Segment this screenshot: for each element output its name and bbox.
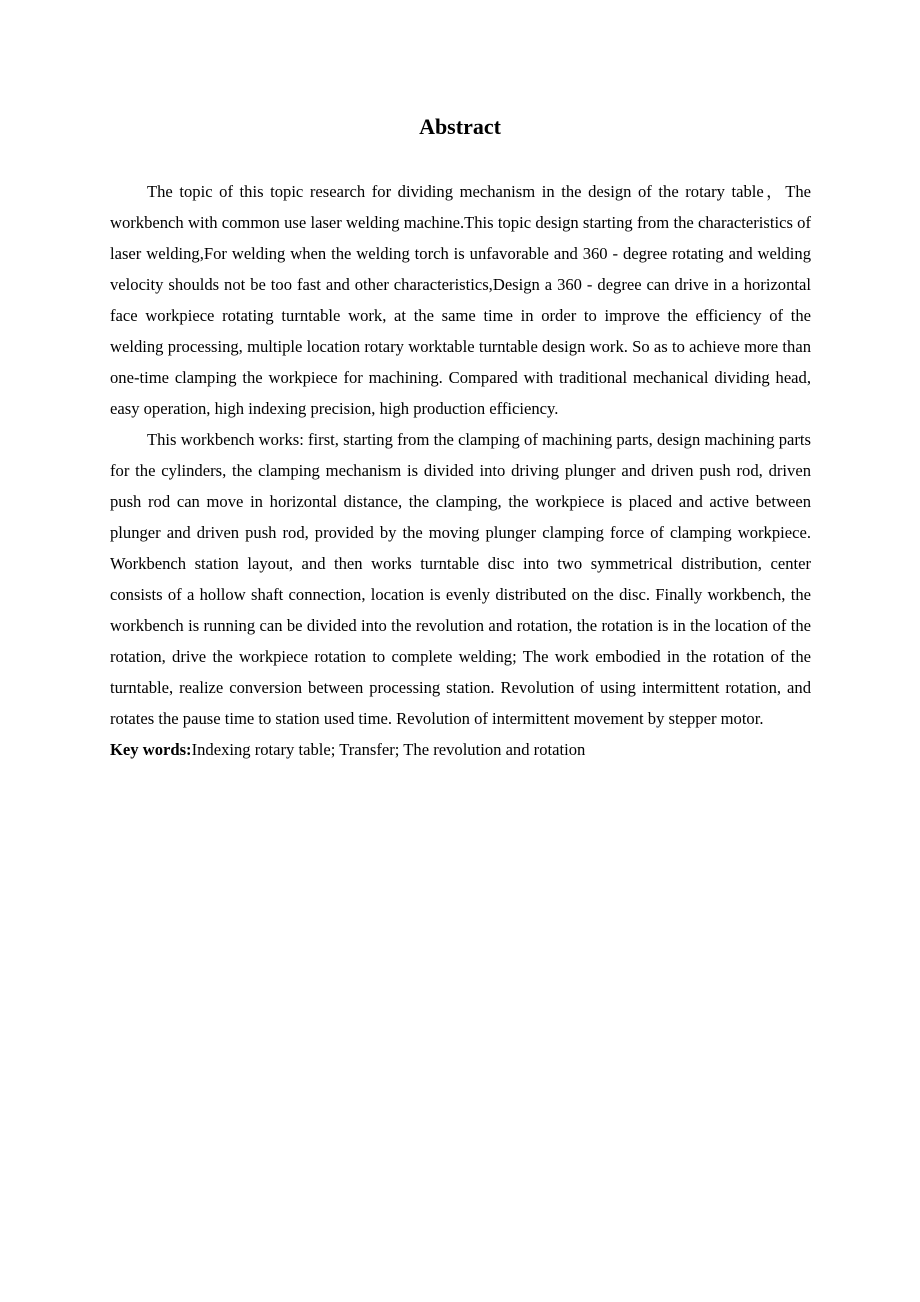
abstract-paragraph-1: The topic of this topic research for dividing mechanism in the design of the rotary table，The workbench with common use laser welding machine.This topic design starting from the characteristics of laser welding,For welding when the welding torch is unfavorable and 360 - degree rotating and welding velocity shoulds not be too fast and other characteristics,Design a 360 - degree can drive in a horizontal face workpiece rotating turntable work, at the same time in order to improve the efficiency of the welding processing, multiple location rotary worktable turntable design work. So as to achieve more than one-time clamping the workpiece for machining. Compared with traditional mechanical dividing head, easy operation, high indexing precision, high production efficiency. (110, 182, 811, 418)
abstract-body (110, 176, 811, 765)
abstract-paragraph-2: This workbench works: first, starting from the clamping of machining parts, design machining parts for the cylinders, the clamping mechanism is divided into driving plunger and driven push rod, driven push rod can move in horizontal distance, the clamping, the workpiece is placed and active between plunger and driven push rod, provided by the moving plunger clamping force of clamping workpiece. Workbench station layout, and then works turntable disc into two symmetrical distribution, center consists of a hollow shaft connection, location is evenly distributed on the disc. Finally workbench, the workbench is running can be divided into the revolution and rotation, the rotation is in the location of the rotation, drive the workpiece rotation to complete welding; The work embodied in the rotation of the turntable, realize conversion between processing station. Revolution of using intermittent rotation, and rotates the pause time to station used time. Revolution of intermittent movement by stepper motor. (110, 430, 811, 728)
keywords-value: Indexing rotary table; Transfer; The revolution and rotation (191, 740, 586, 759)
page-title: Abstract (419, 114, 501, 139)
keywords-label: Key words: (110, 740, 192, 759)
keywords-line (110, 734, 811, 765)
